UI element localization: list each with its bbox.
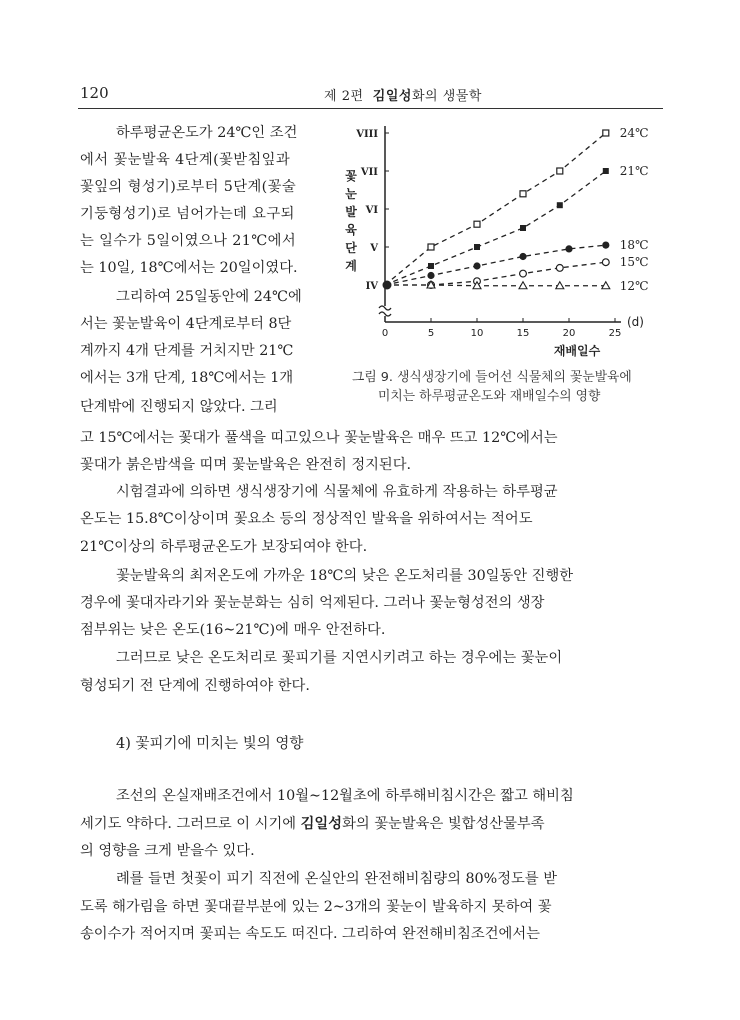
bold-name: 김일성 — [300, 816, 343, 832]
text-line: 기둥형성기)로 넘어가는데 요구되 — [80, 206, 295, 222]
marker-open-square — [557, 168, 563, 174]
text-line: 그리하여 25일동안에 24℃에 — [116, 289, 302, 305]
title-bold-name: 김일성 — [372, 89, 412, 104]
y-tick-label: VIII — [356, 129, 378, 140]
text-line: 송이수가 적어지며 꽃피는 속도도 떠진다. 그리하여 완전해비침조건에서는 — [80, 926, 540, 942]
marker-open-square — [520, 191, 526, 197]
text-line: 하루평균온도가 24℃인 조건 — [116, 125, 298, 141]
marker-filled-circle — [565, 245, 572, 252]
marker-open-square — [603, 130, 609, 136]
marker-open-square — [428, 244, 434, 250]
x-axis-title: 재배일수 — [553, 344, 601, 358]
text-line: 꽃눈발육의 최저온도에 가까운 18℃의 낮은 온도처리를 30일동안 진행한 — [116, 568, 574, 584]
text-segment: 세기도 약하다. 그러므로 이 시기에 — [80, 816, 301, 832]
y-axis-title-char: 발 — [345, 205, 357, 219]
series-line — [385, 171, 606, 285]
text-line: 도록 해가림을 하면 꽃대끝부분에 있는 2∼3개의 꽃눈이 발육하지 못하여 꽃 — [80, 899, 552, 915]
x-unit-label: (d) — [627, 315, 644, 329]
text-line: 그러므로 낮은 온도처리로 꽃피기를 지연시키려고 하는 경우에는 꽃눈이 — [116, 650, 563, 666]
x-tick-label: 0 — [381, 328, 389, 339]
x-tick-label: 15 — [516, 328, 530, 339]
text-line: 계까지 4개 단계를 거치지만 21℃ — [80, 343, 294, 359]
text-line: 고 15℃에서는 꽃대가 풀색을 띠고있으나 꽃눈발육은 매우 뜨고 12℃에서는 — [80, 430, 558, 446]
text-line: 점부위는 낮은 온도(16∼21℃)에 매우 안전하다. — [80, 622, 386, 638]
series-label: 15℃ — [619, 255, 649, 270]
x-tick-label: 5 — [427, 328, 435, 339]
text-line: 시험결과에 의하면 생식생장기에 식물체에 유효하게 작용하는 하루평균 — [116, 484, 558, 500]
marker-filled-circle — [519, 253, 526, 260]
section-heading: 4) 꽃피기에 미치는 빛의 영향 — [116, 736, 304, 752]
running-title — [324, 85, 482, 104]
y-axis-title-char: 눈 — [345, 187, 357, 201]
series-label: 12℃ — [619, 278, 649, 293]
y-tick-label: IV — [365, 281, 378, 292]
x-tick-label: 25 — [608, 328, 622, 339]
page-header — [78, 84, 663, 109]
caption-line-2: 미치는 하루평균온도와 재배일수의 영향 — [378, 389, 601, 404]
page-number: 120 — [80, 84, 109, 102]
text-line: 단계밖에 진행되지 않았다. 그리 — [80, 399, 278, 415]
y-tick-label: VI — [365, 205, 378, 216]
text-line: 경우에 꽃대자라기와 꽃눈분화는 심히 억제된다. 그러나 꽃눈형성전의 생장 — [80, 595, 545, 611]
marker-filled-circle — [602, 242, 609, 249]
y-tick-label: VII — [360, 167, 378, 178]
marker-open-square — [474, 221, 480, 227]
title-rest: 화의 생물학 — [411, 89, 482, 104]
text-line: 온도는 15.8℃이상이며 꽃요소 등의 정상적인 발육을 위하여서는 적어도 — [80, 511, 533, 527]
caption-line-1: 그림 9. 생식생장기에 들어선 식물체의 꽃눈발육에 — [352, 370, 632, 385]
marker-filled-square — [520, 225, 526, 231]
text-line: 에서는 3개 단계, 18℃에서는 1개 — [80, 370, 294, 386]
text-line: 의 영향을 크게 받을수 있다. — [80, 843, 255, 859]
text-line: 례를 들면 첫꽃이 피기 직전에 온실안의 완전해비침량의 80%정도를 받 — [116, 871, 558, 887]
text-segment: 화의 꽃눈발육은 빛합성산물부족 — [342, 816, 545, 832]
series-line — [385, 285, 606, 286]
marker-filled-square — [603, 168, 609, 174]
text-line: 는 일수가 5일이였으나 21℃에서 — [80, 233, 297, 249]
figure-chart — [345, 118, 665, 378]
part-label: 제 2편 — [324, 89, 364, 104]
figure-caption — [352, 368, 632, 406]
series-line — [385, 262, 606, 285]
series-label: 18℃ — [619, 238, 649, 253]
marker-filled-square — [557, 202, 563, 208]
y-tick-label: V — [370, 243, 378, 254]
series-line — [385, 245, 606, 285]
marker-open-circle — [602, 259, 609, 266]
text-line: 꽃대가 붉은밤색을 띠며 꽃눈발육은 완전히 정지된다. — [80, 457, 412, 473]
y-axis-title-char: 육 — [345, 223, 357, 237]
series-label: 24℃ — [619, 126, 649, 140]
y-axis-title-char: 계 — [345, 259, 357, 273]
line-chart — [345, 118, 665, 368]
marker-filled-square — [428, 263, 434, 269]
text-line: 조선의 온실재배조건에서 10월∼12월초에 하루해비침시간은 짧고 해비침 — [116, 788, 574, 804]
x-tick-label: 10 — [470, 328, 484, 339]
text-line: 서는 꽃눈발육이 4단계로부터 8단 — [80, 316, 292, 332]
text-line: 꽃잎의 형성기)로부터 5단계(꽃술 — [80, 179, 297, 195]
origin-point — [383, 281, 392, 290]
marker-open-circle — [520, 270, 527, 277]
text-line — [80, 814, 545, 834]
text-line: 는 10일, 18℃에서는 20일이였다. — [80, 260, 298, 276]
y-axis-title-char: 단 — [345, 241, 357, 255]
text-line: 형성되기 전 단계에 진행하여야 한다. — [80, 678, 310, 694]
marker-filled-square — [474, 244, 480, 250]
x-tick-label: 20 — [562, 328, 576, 339]
y-axis-title-char: 꽃 — [345, 169, 357, 183]
text-line: 21℃이상의 하루평균온도가 보장되여야 한다. — [80, 539, 368, 555]
marker-open-circle — [556, 265, 563, 272]
marker-filled-circle — [473, 262, 480, 269]
marker-filled-circle — [427, 272, 434, 279]
series-label: 21℃ — [619, 164, 649, 178]
axis-break-mark — [379, 306, 391, 316]
text-line: 에서 꽃눈발육 4단계(꽃받침잎과 — [80, 152, 291, 168]
